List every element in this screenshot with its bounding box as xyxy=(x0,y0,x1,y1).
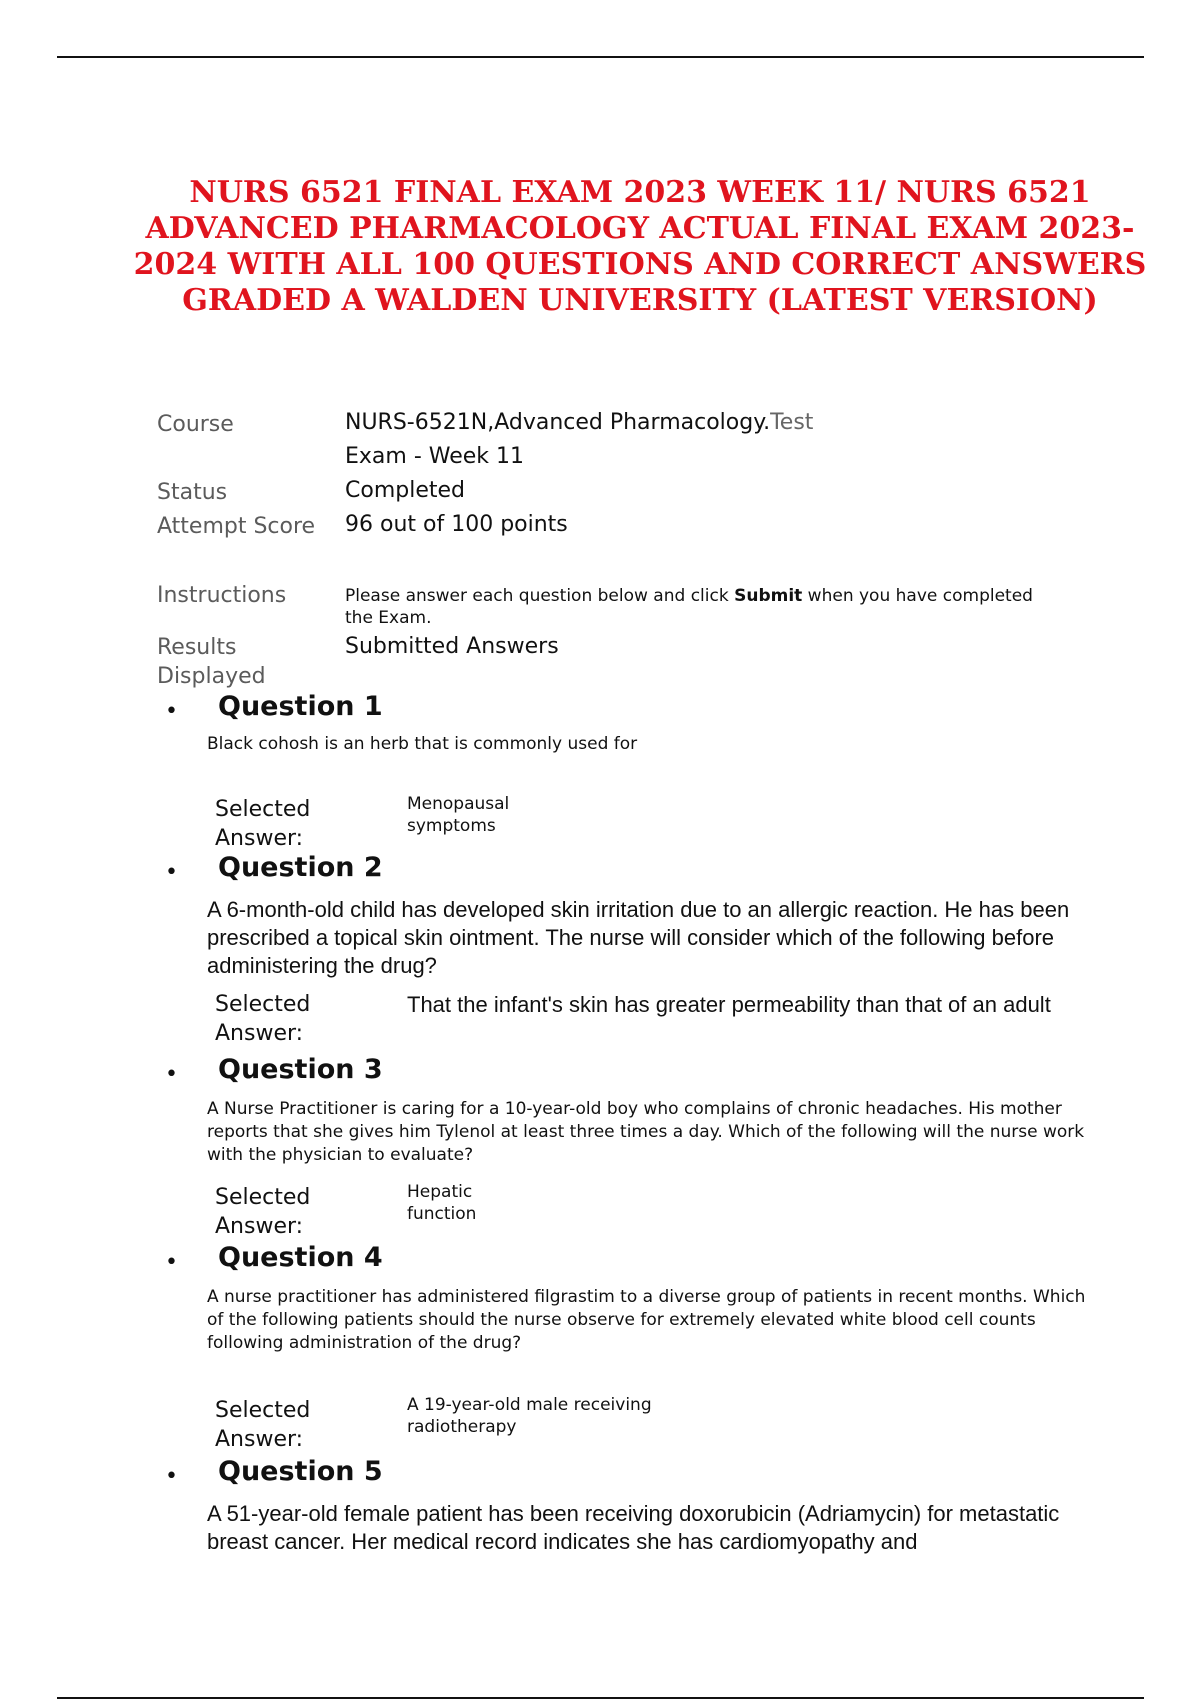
question-text: A Nurse Practitioner is caring for a 10-year-old boy who complains of chronic headaches. His mother reports that she gives him Tylenol at least three times a day. Which of the following will the nurse work with the physician to evaluate? xyxy=(207,1099,1085,1165)
instructions-label: Instructions xyxy=(157,583,287,608)
results-displayed-value: Submitted Answers xyxy=(345,634,559,659)
top-rule xyxy=(57,56,1144,58)
bullet: • xyxy=(165,1464,178,1489)
selected-answer-label: Selected Answer: xyxy=(215,1185,311,1239)
course-label: Course xyxy=(157,412,234,437)
status-label: Status xyxy=(157,480,228,505)
bullet: • xyxy=(165,1062,178,1087)
submit-keyword: Submit xyxy=(734,586,803,606)
question-heading: Question 2 xyxy=(218,852,383,883)
selected-answer: A 19-year-old male receiving radiotherapy xyxy=(407,1395,652,1437)
selected-answer-label: Selected Answer: xyxy=(215,992,311,1046)
question-heading: Question 5 xyxy=(218,1456,383,1487)
selected-answer: Hepatic function xyxy=(407,1182,477,1224)
bullet: • xyxy=(165,1250,178,1275)
bullet: • xyxy=(165,699,178,724)
results-displayed-label: Results Displayed xyxy=(157,635,266,689)
instructions-text: Please answer each question below and click Submit when you have completed the Exam. xyxy=(345,586,1033,628)
question-heading: Question 4 xyxy=(218,1242,383,1273)
bottom-rule xyxy=(57,1697,1144,1699)
question-text: A 6-month-old child has developed skin irritation due to an allergic reaction. He has been prescribed a topical skin ointment. The nurse will consider which of the following before administering the drug? xyxy=(207,897,1070,978)
selected-answer: That the infant's skin has greater permeability than that of an adult xyxy=(407,992,1051,1017)
question-text: Black cohosh is an herb that is commonly used for xyxy=(207,734,638,754)
selected-answer-label: Selected Answer: xyxy=(215,1398,311,1452)
status-value: Completed xyxy=(345,478,465,503)
question-text: A 51-year-old female patient has been receiving doxorubicin (Adriamycin) for metastatic breast cancer. Her medical record indicates she has cardiomyopathy and xyxy=(207,1501,1060,1554)
document-title: NURS 6521 FINAL EXAM 2023 WEEK 11/ NURS 6521 ADVANCED PHARMACOLOGY ACTUAL FINAL EXAM 2023-2024 WITH ALL 100 QUESTIONS AND CORRECT ANSWERS GRADED A WALDEN UNIVERSITY (LATEST VERSION) xyxy=(133,175,1147,318)
attempt-score-label: Attempt Score xyxy=(157,514,316,539)
question-heading: Question 3 xyxy=(218,1054,383,1085)
question-heading: Question 1 xyxy=(218,691,383,722)
selected-answer-label: Selected Answer: xyxy=(215,797,311,851)
selected-answer: Menopausal symptoms xyxy=(407,794,510,836)
course-value: NURS-6521N,Advanced Pharmacology.Test Exam - Week 11 xyxy=(345,410,814,469)
attempt-score-value: 96 out of 100 points xyxy=(345,512,568,537)
question-text: A nurse practitioner has administered filgrastim to a diverse group of patients in recent months. Which of the following patients should the nurse observe for extremely elevated white blood cell counts following administration of the drug? xyxy=(207,1287,1086,1353)
bullet: • xyxy=(165,860,178,885)
